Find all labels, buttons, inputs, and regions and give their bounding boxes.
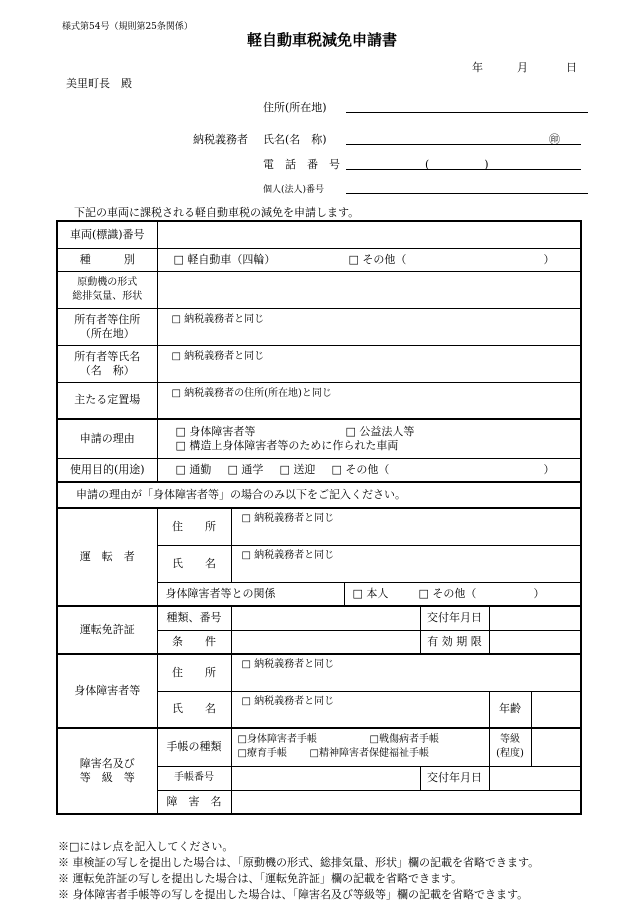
license-issue-input[interactable]: [489, 606, 581, 630]
row-owner-address: [57, 308, 581, 345]
engine-input[interactable]: [157, 271, 581, 308]
purpose-transport-checkbox[interactable]: □ 送迎: [279, 462, 316, 476]
engine-label-line2: 総排気量、形状: [72, 290, 143, 302]
row-plate: [57, 221, 581, 248]
license-label: 運転免許証: [57, 606, 157, 654]
personal-number-field[interactable]: [346, 193, 588, 194]
purpose-school-checkbox[interactable]: □ 通学: [227, 462, 264, 476]
purpose-label: 使用目的(用途): [57, 458, 157, 482]
grade-input[interactable]: [531, 728, 581, 766]
driver-address-label: 住 所: [157, 508, 231, 545]
engine-label-line1: 原動機の形式: [77, 276, 138, 288]
note-1: ※□にはレ点を記入してください。: [58, 840, 234, 853]
disabled-address-same-checkbox[interactable]: □ 納税義務者と同じ: [231, 654, 581, 691]
disabled-name-same-checkbox[interactable]: □ 納税義務者と同じ: [231, 691, 489, 728]
row-disabled-note: [57, 482, 581, 508]
type-label: 種 別: [57, 248, 157, 271]
relation-close-paren: ）: [533, 586, 545, 600]
seal-mark: ㊞: [549, 133, 560, 146]
handbook-number-label: 手帳番号: [157, 766, 231, 790]
reason-public-checkbox[interactable]: □ 公益法人等: [345, 424, 415, 438]
owner-address-label-line2: （所在地）: [79, 326, 135, 340]
type-close-paren: ）: [543, 252, 555, 266]
grade-label-line1: 等級: [500, 734, 520, 746]
owner-name-same-checkbox[interactable]: □ 納税義務者と同じ: [157, 345, 581, 382]
purpose-close-paren: ）: [543, 462, 555, 476]
row-owner-name: [57, 345, 581, 382]
owner-address-label-line1: 所有者等住所: [74, 312, 141, 326]
owner-name-label-line2: （名 称）: [79, 363, 135, 377]
driver-address-same-checkbox[interactable]: □ 納税義務者と同じ: [231, 508, 581, 545]
reason-options: [157, 419, 581, 458]
license-issue-label: 交付年月日: [420, 606, 489, 630]
phone-label: 電 話 番 号: [263, 158, 340, 171]
type-kei-checkbox[interactable]: □ 軽自動車（四輪）: [173, 252, 276, 266]
handbook-issue-input[interactable]: [489, 766, 581, 790]
relation-other-checkbox[interactable]: □ その他（: [418, 586, 477, 600]
addressee: 美里町長 殿: [66, 77, 132, 90]
handbook-war-checkbox[interactable]: □戦傷病者手帳: [369, 734, 439, 746]
driver-relation-label: 身体障害者等との関係: [157, 582, 344, 606]
handbook-number-input[interactable]: [231, 766, 420, 790]
name-label: 氏名(名 称): [263, 133, 327, 146]
grade-label: [489, 728, 531, 766]
plate-input[interactable]: [157, 221, 581, 248]
purpose-options: [157, 458, 581, 482]
grade-label-line2: (程度): [496, 748, 524, 760]
disability-name-label: 障 害 名: [157, 790, 231, 814]
date-day: 日: [566, 61, 577, 74]
date-month: 月: [517, 61, 528, 74]
type-options: [157, 248, 581, 271]
address-field[interactable]: [346, 112, 588, 113]
row-reason: [57, 419, 581, 458]
row-handbook-type: [57, 728, 581, 766]
disabled-name-label: 氏 名: [157, 691, 231, 728]
handbook-label-line1: 障害名及び: [79, 757, 135, 770]
age-label: 年齢: [489, 691, 531, 728]
row-driver-address: [57, 508, 581, 545]
name-field[interactable]: [346, 144, 581, 145]
row-disabled-address: [57, 654, 581, 691]
handbook-physical-checkbox[interactable]: □身体障害者手帳: [237, 734, 317, 746]
phone-parens: ( ): [425, 158, 489, 171]
date-year: 年: [472, 61, 483, 74]
type-other-checkbox[interactable]: □ その他（: [348, 252, 407, 266]
row-type: [57, 248, 581, 271]
owner-address-label: [57, 308, 157, 345]
owner-name-label: [57, 345, 157, 382]
address-label: 住所(所在地): [263, 101, 327, 114]
handbook-issue-label: 交付年月日: [420, 766, 489, 790]
engine-label: [57, 271, 157, 308]
handbook-label-line2: 等 級 等: [79, 771, 135, 784]
row-license-type: [57, 606, 581, 630]
personal-number-label: 個人(法人)番号: [263, 185, 325, 195]
note-3: ※ 運転免許証の写しを提出した場合は、「運転免許証」欄の記載を省略できます。: [58, 872, 463, 885]
handbook-mental-checkbox[interactable]: □精神障害者保健福祉手帳: [309, 748, 429, 760]
row-purpose: [57, 458, 581, 482]
disabled-person-label: 身体障害者等: [57, 654, 157, 728]
disabled-address-label: 住 所: [157, 654, 231, 691]
owner-name-label-line1: 所有者等氏名: [74, 349, 141, 363]
reason-disabled-checkbox[interactable]: □ 身体障害者等: [175, 424, 256, 438]
application-table: [56, 220, 582, 815]
reason-structure-checkbox[interactable]: □ 構造上身体障害者等のために作られた車両: [175, 438, 399, 452]
storage-same-checkbox[interactable]: □ 納税義務者の住所(所在地)と同じ: [157, 382, 581, 419]
note-4: ※ 身体障害者手帳等の写しを提出した場合は、「障害名及び等級等」欄の記載を省略できます。: [58, 888, 529, 901]
relation-self-checkbox[interactable]: □ 本人: [352, 586, 389, 600]
driver-name-label: 氏 名: [157, 545, 231, 582]
driver-label: 運 転 者: [57, 508, 157, 606]
license-type-input[interactable]: [231, 606, 420, 630]
license-type-label: 種類、番号: [157, 606, 231, 630]
row-storage: [57, 382, 581, 419]
disability-name-input[interactable]: [231, 790, 581, 814]
handbook-type-options: [231, 728, 489, 766]
handbook-ryoiku-checkbox[interactable]: □療育手帳: [237, 748, 287, 760]
intro-text: 下記の車両に課税される軽自動車税の減免を申請します。: [74, 206, 360, 219]
handbook-type-label: 手帳の種類: [157, 728, 231, 766]
age-input[interactable]: [531, 691, 581, 728]
page-title: 軽自動車税減免申請書: [247, 31, 398, 49]
taxpayer-label: 納税義務者: [193, 133, 248, 146]
license-cond-label: 条 件: [157, 630, 231, 654]
disabled-note: 申請の理由が「身体障害者等」の場合のみ以下をご記入ください。: [57, 482, 581, 508]
driver-relation-options: [344, 582, 581, 606]
form-number: 様式第54号（規則第25条関係）: [62, 22, 193, 32]
license-cond-input[interactable]: [231, 630, 420, 654]
owner-address-same-checkbox[interactable]: □ 納税義務者と同じ: [157, 308, 581, 345]
plate-label: 車両(標識)番号: [57, 221, 157, 248]
license-expiry-label: 有 効 期 限: [420, 630, 489, 654]
purpose-other-checkbox[interactable]: □ その他（: [331, 462, 390, 476]
reason-label: 申請の理由: [57, 419, 157, 458]
note-2: ※ 車検証の写しを提出した場合は、「原動機の形式、総排気量、形状」欄の記載を省略できます。: [58, 856, 540, 869]
row-engine: [57, 271, 581, 308]
license-expiry-input[interactable]: [489, 630, 581, 654]
driver-name-same-checkbox[interactable]: □ 納税義務者と同じ: [231, 545, 581, 582]
handbook-label: [57, 728, 157, 814]
purpose-commute-checkbox[interactable]: □ 通勤: [175, 462, 212, 476]
storage-label: 主たる定置場: [57, 382, 157, 419]
